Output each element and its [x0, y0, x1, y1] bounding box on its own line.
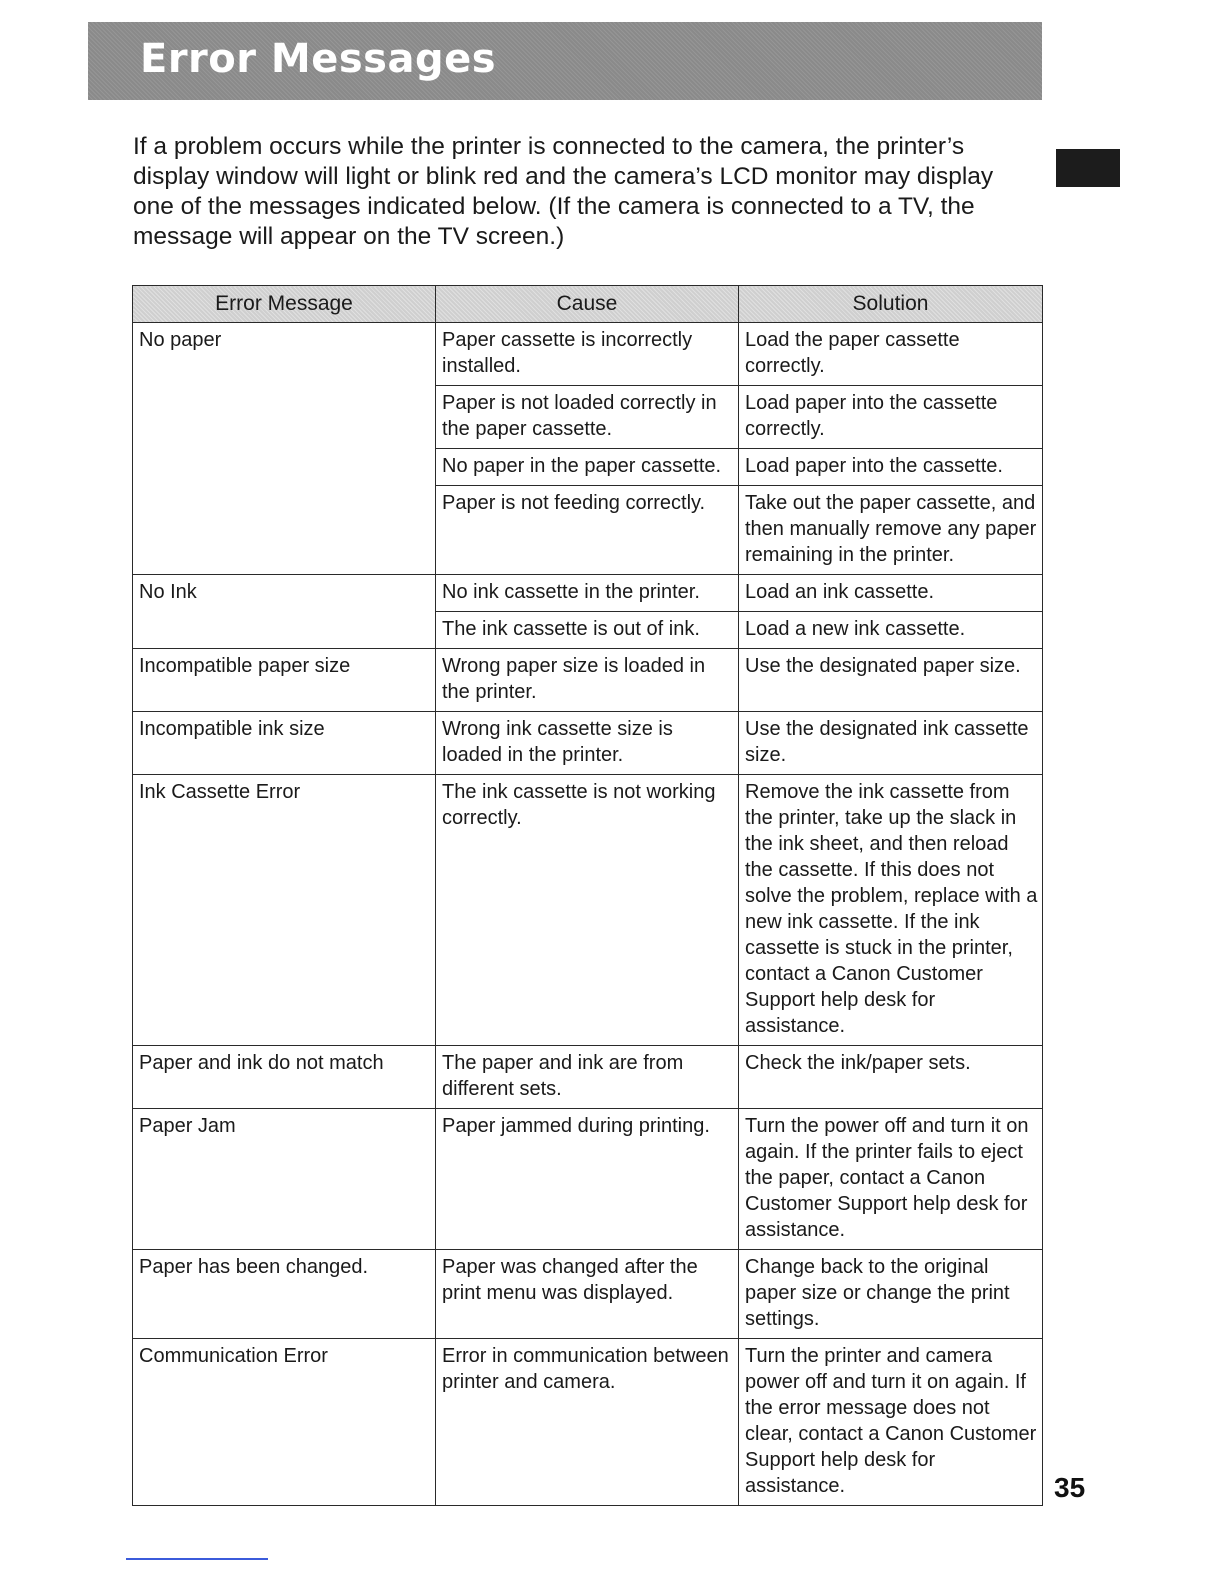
table-row: [133, 612, 1043, 649]
table-header-row: [133, 286, 1043, 323]
page-title: Error Messages: [140, 36, 497, 82]
solution-cell: Check the ink/paper sets.: [739, 1046, 1043, 1109]
solution-cell: Load paper into the cassette correctly.: [739, 386, 1043, 449]
column-header-solution: Solution: [739, 286, 1043, 323]
table-row: [133, 1250, 1043, 1339]
cause-cell: Paper is not loaded correctly in the paper cassette.: [436, 386, 739, 449]
cause-cell: Paper is not feeding correctly.: [436, 486, 739, 575]
column-header-cause: Cause: [436, 286, 739, 323]
cause-cell: No ink cassette in the printer.: [436, 575, 739, 612]
error-message-cell: [133, 386, 436, 449]
error-message-cell: Incompatible ink size: [133, 712, 436, 775]
error-message-cell: [133, 486, 436, 575]
table-row: [133, 575, 1043, 612]
section-title-bar: [88, 22, 1042, 100]
table-row: [133, 775, 1043, 1046]
table-row: [133, 323, 1043, 386]
table-row: [133, 1046, 1043, 1109]
chapter-tab-marker: [1056, 149, 1120, 187]
cause-cell: Paper was changed after the print menu was displayed.: [436, 1250, 739, 1339]
solution-cell: Change back to the original paper size or change the print settings.: [739, 1250, 1043, 1339]
error-message-cell: Paper and ink do not match: [133, 1046, 436, 1109]
solution-cell: Load the paper cassette correctly.: [739, 323, 1043, 386]
error-message-cell: No paper: [133, 323, 436, 386]
page-number: 35: [1054, 1472, 1086, 1503]
error-messages-table: [132, 285, 1043, 1506]
solution-cell: Remove the ink cassette from the printer, take up the slack in the ink sheet, and then reload the cassette. If this does not solve the problem, replace with a new ink cassette. If the ink cassette is stuck in the printer, contact a Canon Customer Support help desk for assistance.: [739, 775, 1043, 1046]
solution-cell: Load an ink cassette.: [739, 575, 1043, 612]
cause-cell: Error in communication between printer and camera.: [436, 1339, 739, 1506]
solution-cell: Take out the paper cassette, and then manually remove any paper remaining in the printer.: [739, 486, 1043, 575]
solution-cell: Load a new ink cassette.: [739, 612, 1043, 649]
table-row: [133, 449, 1043, 486]
solution-cell: Turn the power off and turn it on again. If the printer fails to eject the paper, contact a Canon Customer Support help desk for assistance.: [739, 1109, 1043, 1250]
cause-cell: The paper and ink are from different sets.: [436, 1046, 739, 1109]
table-row: [133, 1339, 1043, 1506]
error-message-cell: Paper has been changed.: [133, 1250, 436, 1339]
table-body: [133, 323, 1043, 1506]
solution-cell: Use the designated ink cassette size.: [739, 712, 1043, 775]
cause-cell: Wrong paper size is loaded in the printer.: [436, 649, 739, 712]
error-message-cell: [133, 612, 436, 649]
cause-cell: Paper cassette is incorrectly installed.: [436, 323, 739, 386]
error-message-cell: [133, 449, 436, 486]
cause-cell: The ink cassette is not working correctly.: [436, 775, 739, 1046]
error-message-cell: Paper Jam: [133, 1109, 436, 1250]
footer-rule: [126, 1558, 268, 1560]
table-row: [133, 649, 1043, 712]
cause-cell: No paper in the paper cassette.: [436, 449, 739, 486]
intro-paragraph: If a problem occurs while the printer is connected to the camera, the printer’s display window will light or blink red and the camera’s LCD monitor may display one of the messages indicated below. (If the camera is connected to a TV, the message will appear on the TV screen.): [133, 133, 994, 250]
cause-cell: Wrong ink cassette size is loaded in the printer.: [436, 712, 739, 775]
error-message-cell: No Ink: [133, 575, 436, 612]
column-header-error-message: Error Message: [133, 286, 436, 323]
error-message-cell: Ink Cassette Error: [133, 775, 436, 1046]
cause-cell: The ink cassette is out of ink.: [436, 612, 739, 649]
table-row: [133, 386, 1043, 449]
solution-cell: Load paper into the cassette.: [739, 449, 1043, 486]
solution-cell: Use the designated paper size.: [739, 649, 1043, 712]
table-row: [133, 1109, 1043, 1250]
cause-cell: Paper jammed during printing.: [436, 1109, 739, 1250]
table-row: [133, 486, 1043, 575]
error-message-cell: Incompatible paper size: [133, 649, 436, 712]
error-message-cell: Communication Error: [133, 1339, 436, 1506]
table-row: [133, 712, 1043, 775]
solution-cell: Turn the printer and camera power off and turn it on again. If the error message does not clear, contact a Canon Customer Support help desk for assistance.: [739, 1339, 1043, 1506]
